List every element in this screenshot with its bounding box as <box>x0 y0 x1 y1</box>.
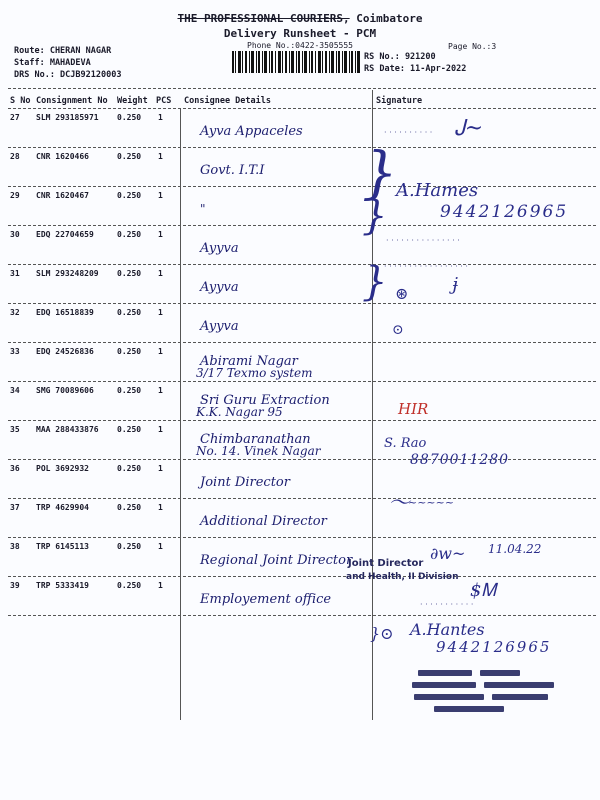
col-consignee: Consignee Details <box>184 96 271 106</box>
row-consignee-line2: K.K. Nagar 95 <box>196 405 283 419</box>
row-divider <box>8 225 596 226</box>
row-consignment-no: TRP 6145113 <box>36 542 89 551</box>
row-consignment-no: MAA 288433876 <box>36 425 99 434</box>
row-pcs: 1 <box>158 308 163 317</box>
drs-number: DRS No.: DCJB92120003 <box>14 70 122 80</box>
row-sno: 39 <box>10 581 20 590</box>
row-consignee: Sri Guru Extraction <box>200 393 330 408</box>
row-consignment-no: EDQ 22704659 <box>36 230 94 239</box>
col-pcs: PCS <box>156 96 172 106</box>
row-pcs: 1 <box>158 269 163 278</box>
row-sno: 35 <box>10 425 20 434</box>
row-consignee: Ayyva <box>200 241 239 256</box>
row-sno: 29 <box>10 191 20 200</box>
row-sno: 36 <box>10 464 20 473</box>
row-consignee: Ayva Appaceles <box>200 124 303 139</box>
sig-initial-row38: }⊙ <box>370 624 394 643</box>
row-pcs: 1 <box>158 464 163 473</box>
row-weight: 0.250 <box>117 581 142 590</box>
row-weight: 0.250 <box>117 503 142 512</box>
row-sno: 33 <box>10 347 20 356</box>
row-pcs: 1 <box>158 347 163 356</box>
header-top-rule <box>8 88 596 89</box>
sig-date-row36: 11.04.22 <box>488 542 542 556</box>
signature-row27: Ꭻ~ <box>455 116 484 141</box>
rs-number: RS No.: 921200 <box>364 52 436 62</box>
row-sno: 32 <box>10 308 20 317</box>
row-pcs: 1 <box>158 152 163 161</box>
row-divider <box>8 303 596 304</box>
row-consignment-no: SMG 70089606 <box>36 386 94 395</box>
row-divider <box>8 615 596 616</box>
staff: Staff: MAHADEVA <box>14 58 91 68</box>
row-consignment-no: CNR 1620467 <box>36 191 89 200</box>
row-pcs: 1 <box>158 191 163 200</box>
row-divider <box>8 420 596 421</box>
page-number: Page No.:3 <box>448 42 497 51</box>
seal-row39 <box>408 666 560 718</box>
consignee-column-line <box>180 108 181 720</box>
row-pcs: 1 <box>158 230 163 239</box>
row-weight: 0.250 <box>117 347 142 356</box>
sig-circle-row32: ⊙ <box>392 322 404 338</box>
row-consignee: Abirami Nagar <box>200 354 298 369</box>
row-consignment-no: TRP 5333419 <box>36 581 89 590</box>
mark-row33: HIR <box>398 400 429 418</box>
row-divider <box>8 342 596 343</box>
company-name: THE PROFESSIONAL COURIERS, <box>177 12 350 25</box>
row-consignee: Employement office <box>200 592 332 607</box>
row-weight: 0.250 <box>117 542 142 551</box>
row-divider <box>8 537 596 538</box>
sig-name-row28: A.Hames <box>396 180 479 201</box>
row-consignment-no: CNR 1620466 <box>36 152 89 161</box>
row-consignee: Ayyva <box>200 319 239 334</box>
stamp-row37: · · · · · · · · · · · <box>420 600 474 609</box>
row-consignment-no: EDQ 16518839 <box>36 308 94 317</box>
row-weight: 0.250 <box>117 386 142 395</box>
row-consignee: Chimbaranathan <box>200 432 311 447</box>
row-divider <box>8 147 596 148</box>
row-consignee: Regional Joint Director <box>200 553 353 568</box>
row-weight: 0.250 <box>117 269 142 278</box>
col-weight: Weight <box>117 96 148 106</box>
row-sno: 27 <box>10 113 20 122</box>
row-pcs: 1 <box>158 503 163 512</box>
signature-row35: 〜 <box>388 491 411 516</box>
sig-phone-row38: 9442126965 <box>436 638 552 656</box>
row-pcs: 1 <box>158 542 163 551</box>
route: Route: CHERAN NAGAR <box>14 46 112 56</box>
row-consignee-line2: No. 14. Vinek Nagar <box>196 444 321 458</box>
row-consignment-no: TRP 4629904 <box>36 503 89 512</box>
sig-phone-row28: 9442126965 <box>440 202 569 222</box>
row-consignee: " <box>200 202 206 216</box>
row-consignee: Additional Director <box>200 514 327 529</box>
stamp-row36-line1: Joint Director <box>348 558 424 569</box>
row-consignee-line2: 3/17 Texmo system <box>196 366 313 380</box>
row-weight: 0.250 <box>117 230 142 239</box>
brace-row28: } <box>362 141 398 206</box>
row-weight: 0.250 <box>117 191 142 200</box>
row-pcs: 1 <box>158 581 163 590</box>
sig-phone-row34: 8870011280 <box>410 452 510 468</box>
sheet-title: Delivery Runsheet - PCM <box>223 27 377 40</box>
col-sno: S No <box>10 96 31 106</box>
stamp-row30: · · · · · · · · · · · · · · · · · <box>384 262 468 271</box>
sig-name-row34: S. Rao <box>384 436 427 451</box>
phone-number: Phone No.:0422-3505555 <box>247 41 353 50</box>
row-divider <box>8 381 596 382</box>
company-title <box>0 12 600 25</box>
col-signature: Signature <box>376 96 423 106</box>
row-consignee: Joint Director <box>200 475 290 490</box>
signature-row35b: ~~~~~ <box>408 496 455 509</box>
sig-circle-row31: ⊛ <box>395 284 409 303</box>
row-sno: 28 <box>10 152 20 161</box>
row-divider <box>8 576 596 577</box>
row-weight: 0.250 <box>117 113 142 122</box>
stamp-row36-line2: and Health, II Division <box>346 572 459 582</box>
row-weight: 0.250 <box>117 464 142 473</box>
row-sno: 37 <box>10 503 20 512</box>
row-pcs: 1 <box>158 425 163 434</box>
row-sno: 31 <box>10 269 20 278</box>
barcode <box>232 51 360 73</box>
row-pcs: 1 <box>158 113 163 122</box>
row-weight: 0.250 <box>117 308 142 317</box>
signature-row31: ɉ <box>452 274 458 295</box>
brace-row30: } <box>362 259 388 305</box>
row-weight: 0.250 <box>117 152 142 161</box>
row-divider <box>8 186 596 187</box>
header-bottom-rule <box>8 108 596 109</box>
row-consignee: Ayyva <box>200 280 239 295</box>
row-pcs: 1 <box>158 386 163 395</box>
row-consignment-no: SLM 293185971 <box>36 113 99 122</box>
brace-row29: } <box>362 193 388 239</box>
row-weight: 0.250 <box>117 425 142 434</box>
row-consignment-no: POL 3692932 <box>36 464 89 473</box>
signature-row36: ∂w~ <box>430 544 466 563</box>
row-consignment-no: EDQ 24526836 <box>36 347 94 356</box>
row-divider <box>8 264 596 265</box>
row-sno: 38 <box>10 542 20 551</box>
row-divider <box>8 498 596 499</box>
row-sno: 34 <box>10 386 20 395</box>
company-city: Coimbatore <box>349 12 423 25</box>
row-consignment-no: SLM 293248209 <box>36 269 99 278</box>
col-consignment: Consignment No <box>36 96 108 106</box>
rs-date: RS Date: 11-Apr-2022 <box>364 64 467 74</box>
stamp-row29: · · · · · · · · · · · · · · · <box>386 236 460 245</box>
stamp-row27: · · · · · · · · · · <box>384 128 433 137</box>
row-consignee: Govt. I.T.I <box>200 163 265 178</box>
sig-name-row38: A.Hantes <box>410 620 485 639</box>
row-sno: 30 <box>10 230 20 239</box>
signature-row37: $Ꮇ <box>470 580 496 601</box>
